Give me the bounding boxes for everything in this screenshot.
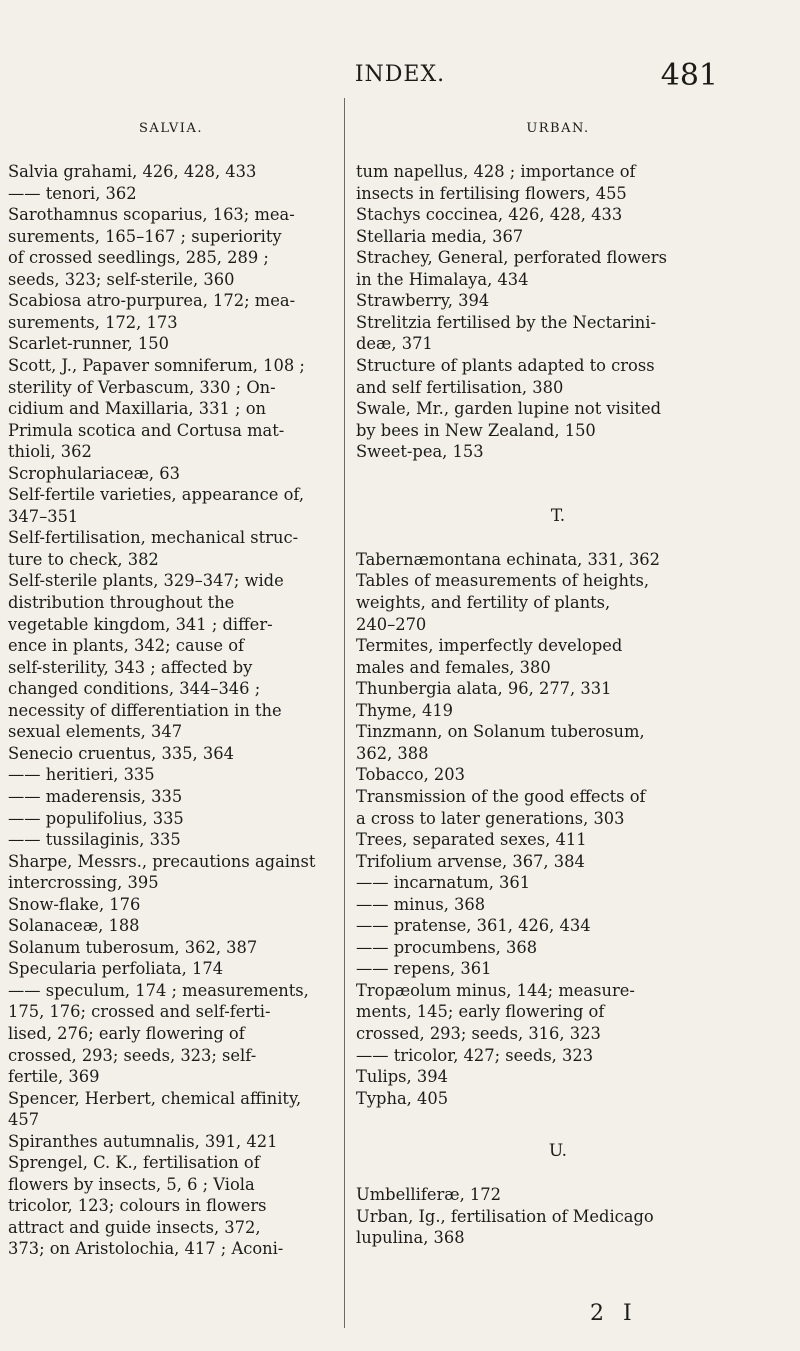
index-line: Transmission of the good effects of: [356, 786, 646, 806]
index-line: Self-fertile varieties, appearance of,: [8, 485, 304, 505]
left-column: [8, 112, 334, 1260]
index-line: —— minus, 368: [356, 894, 486, 914]
index-line: lupulina, 368: [356, 1228, 465, 1248]
index-line: 373; on Aristolochia, 417 ; Aconi-: [8, 1239, 284, 1259]
index-line: distribution throughout the: [8, 593, 235, 613]
index-line: sterility of Verbascum, 330 ; On-: [8, 377, 276, 397]
index-line: Spencer, Herbert, chemical affinity,: [8, 1088, 302, 1108]
index-line: Primula scotica and Cortusa mat-: [8, 420, 285, 440]
index-line: necessity of differentiation in the: [8, 700, 282, 720]
column-divider: [344, 98, 345, 1328]
index-line: attract and guide insects, 372,: [8, 1217, 261, 1237]
index-line: —— incarnatum, 361: [356, 873, 531, 893]
index-line: fertile, 369: [8, 1067, 100, 1087]
index-line: Trees, separated sexes, 411: [356, 830, 587, 850]
page-number: 481: [660, 58, 718, 93]
index-line: surements, 172, 173: [8, 312, 178, 332]
index-line: Sweet-pea, 153: [356, 442, 484, 462]
index-line: 175, 176; crossed and self-ferti-: [8, 1002, 271, 1022]
index-line: Thunbergia alata, 96, 277, 331: [356, 679, 612, 699]
index-line: Scarlet-runner, 150: [8, 334, 169, 354]
index-line: —— tussilaginis, 335: [8, 830, 181, 850]
index-line: changed conditions, 344–346 ;: [8, 679, 261, 699]
index-line: Tulips, 394: [356, 1067, 448, 1087]
index-line: Strachey, General, perforated flowers: [356, 248, 667, 268]
right-section-head: URBAN.: [526, 121, 590, 136]
index-line: by bees in New Zealand, 150: [356, 420, 596, 440]
right-entries-t: [356, 549, 760, 1109]
index-line: Salvia grahami, 426, 428, 433: [8, 162, 257, 182]
index-line: —— tricolor, 427; seeds, 323: [356, 1045, 594, 1065]
index-line: ture to check, 382: [8, 549, 159, 569]
index-line: sexual elements, 347: [8, 722, 183, 742]
letter-heading-t: T.: [550, 505, 566, 526]
index-line: —— tenori, 362: [8, 183, 137, 203]
index-line: —— maderensis, 335: [8, 786, 183, 806]
index-line: insects in fertilising flowers, 455: [356, 183, 627, 203]
index-line: a cross to later generations, 303: [356, 808, 625, 828]
index-line: Structure of plants adapted to cross: [356, 356, 655, 376]
index-line: Urban, Ig., fertilisation of Medicago: [356, 1206, 654, 1226]
index-line: Stachys coccinea, 426, 428, 433: [356, 205, 623, 225]
index-line: Umbelliferæ, 172: [356, 1185, 502, 1205]
index-line: tum napellus, 428 ; importance of: [356, 162, 636, 182]
left-section-head: SALVIA.: [139, 121, 203, 136]
index-line: Solanum tuberosum, 362, 387: [8, 937, 258, 957]
index-line: lised, 276; early flowering of: [8, 1023, 245, 1043]
index-line: in the Himalaya, 434: [356, 269, 529, 289]
index-line: Scabiosa atro-purpurea, 172; mea-: [8, 291, 296, 311]
index-line: seeds, 323; self-sterile, 360: [8, 269, 235, 289]
index-line: 362, 388: [356, 743, 429, 763]
page-header: [0, 58, 800, 98]
index-line: self-sterility, 343 ; affected by: [8, 657, 253, 677]
index-line: ments, 145; early flowering of: [356, 1002, 605, 1022]
signature-mark: 2 I: [590, 1301, 638, 1326]
index-line: crossed, 293; seeds, 323; self-: [8, 1045, 257, 1065]
index-line: 347–351: [8, 506, 79, 526]
index-line: surements, 165–167 ; superiority: [8, 226, 282, 246]
index-line: weights, and fertility of plants,: [356, 593, 611, 613]
index-line: —— heritieri, 335: [8, 765, 155, 785]
index-line: Spiranthes autumnalis, 391, 421: [8, 1131, 278, 1151]
index-line: Tables of measurements of heights,: [356, 571, 650, 591]
index-line: 457: [8, 1110, 40, 1130]
index-line: males and females, 380: [356, 657, 551, 677]
index-line: Specularia perfoliata, 174: [8, 959, 224, 979]
index-line: ence in plants, 342; cause of: [8, 636, 245, 656]
index-line: Strelitzia fertilised by the Nectarini-: [356, 312, 657, 332]
index-line: of crossed seedlings, 285, 289 ;: [8, 248, 269, 268]
index-line: Solanaceæ, 188: [8, 916, 140, 936]
index-line: —— procumbens, 368: [356, 937, 538, 957]
index-line: —— populifolius, 335: [8, 808, 184, 828]
index-line: Sharpe, Messrs., precautions against: [8, 851, 316, 871]
index-line: cidium and Maxillaria, 331 ; on: [8, 399, 266, 419]
right-column: [356, 112, 760, 1249]
index-line: Typha, 405: [356, 1088, 449, 1108]
index-line: —— repens, 361: [356, 959, 492, 979]
index-line: Tobacco, 203: [356, 765, 465, 785]
index-line: vegetable kingdom, 341 ; differ-: [8, 614, 273, 634]
right-entries-s: [356, 161, 760, 463]
index-line: tricolor, 123; colours in flowers: [8, 1196, 267, 1216]
index-line: Strawberry, 394: [356, 291, 490, 311]
index-line: Trifolium arvense, 367, 384: [356, 851, 585, 871]
index-line: Swale, Mr., garden lupine not visited: [356, 399, 662, 419]
index-line: Thyme, 419: [356, 700, 454, 720]
index-line: Tinzmann, on Solanum tuberosum,: [356, 722, 645, 742]
index-line: crossed, 293; seeds, 316, 323: [356, 1023, 601, 1043]
index-line: 240–270: [356, 614, 427, 634]
index-line: Tropæolum minus, 144; measure-: [356, 980, 635, 1000]
index-line: Termites, imperfectly developed: [356, 636, 623, 656]
index-line: Scott, J., Papaver somniferum, 108 ;: [8, 356, 305, 376]
index-line: Senecio cruentus, 335, 364: [8, 743, 234, 763]
index-line: intercrossing, 395: [8, 873, 159, 893]
index-line: deæ, 371: [356, 334, 433, 354]
index-line: flowers by insects, 5, 6 ; Viola: [8, 1174, 255, 1194]
index-line: —— pratense, 361, 426, 434: [356, 916, 591, 936]
index-line: Self-sterile plants, 329–347; wide: [8, 571, 284, 591]
index-line: and self fertilisation, 380: [356, 377, 564, 397]
index-line: Stellaria media, 367: [356, 226, 524, 246]
index-line: Sprengel, C. K., fertilisation of: [8, 1153, 260, 1173]
right-entries-u: [356, 1184, 760, 1249]
index-line: Snow-flake, 176: [8, 894, 141, 914]
index-line: Scrophulariaceæ, 63: [8, 463, 180, 483]
letter-heading-u: U.: [548, 1141, 568, 1162]
index-line: —— speculum, 174 ; measurements,: [8, 980, 309, 1000]
running-title: INDEX.: [354, 62, 446, 87]
left-entries: [8, 161, 334, 1260]
index-line: Sarothamnus scoparius, 163; mea-: [8, 205, 295, 225]
index-line: thioli, 362: [8, 442, 92, 462]
index-line: Tabernæmontana echinata, 331, 362: [356, 549, 661, 569]
index-line: Self-fertilisation, mechanical struc-: [8, 528, 299, 548]
